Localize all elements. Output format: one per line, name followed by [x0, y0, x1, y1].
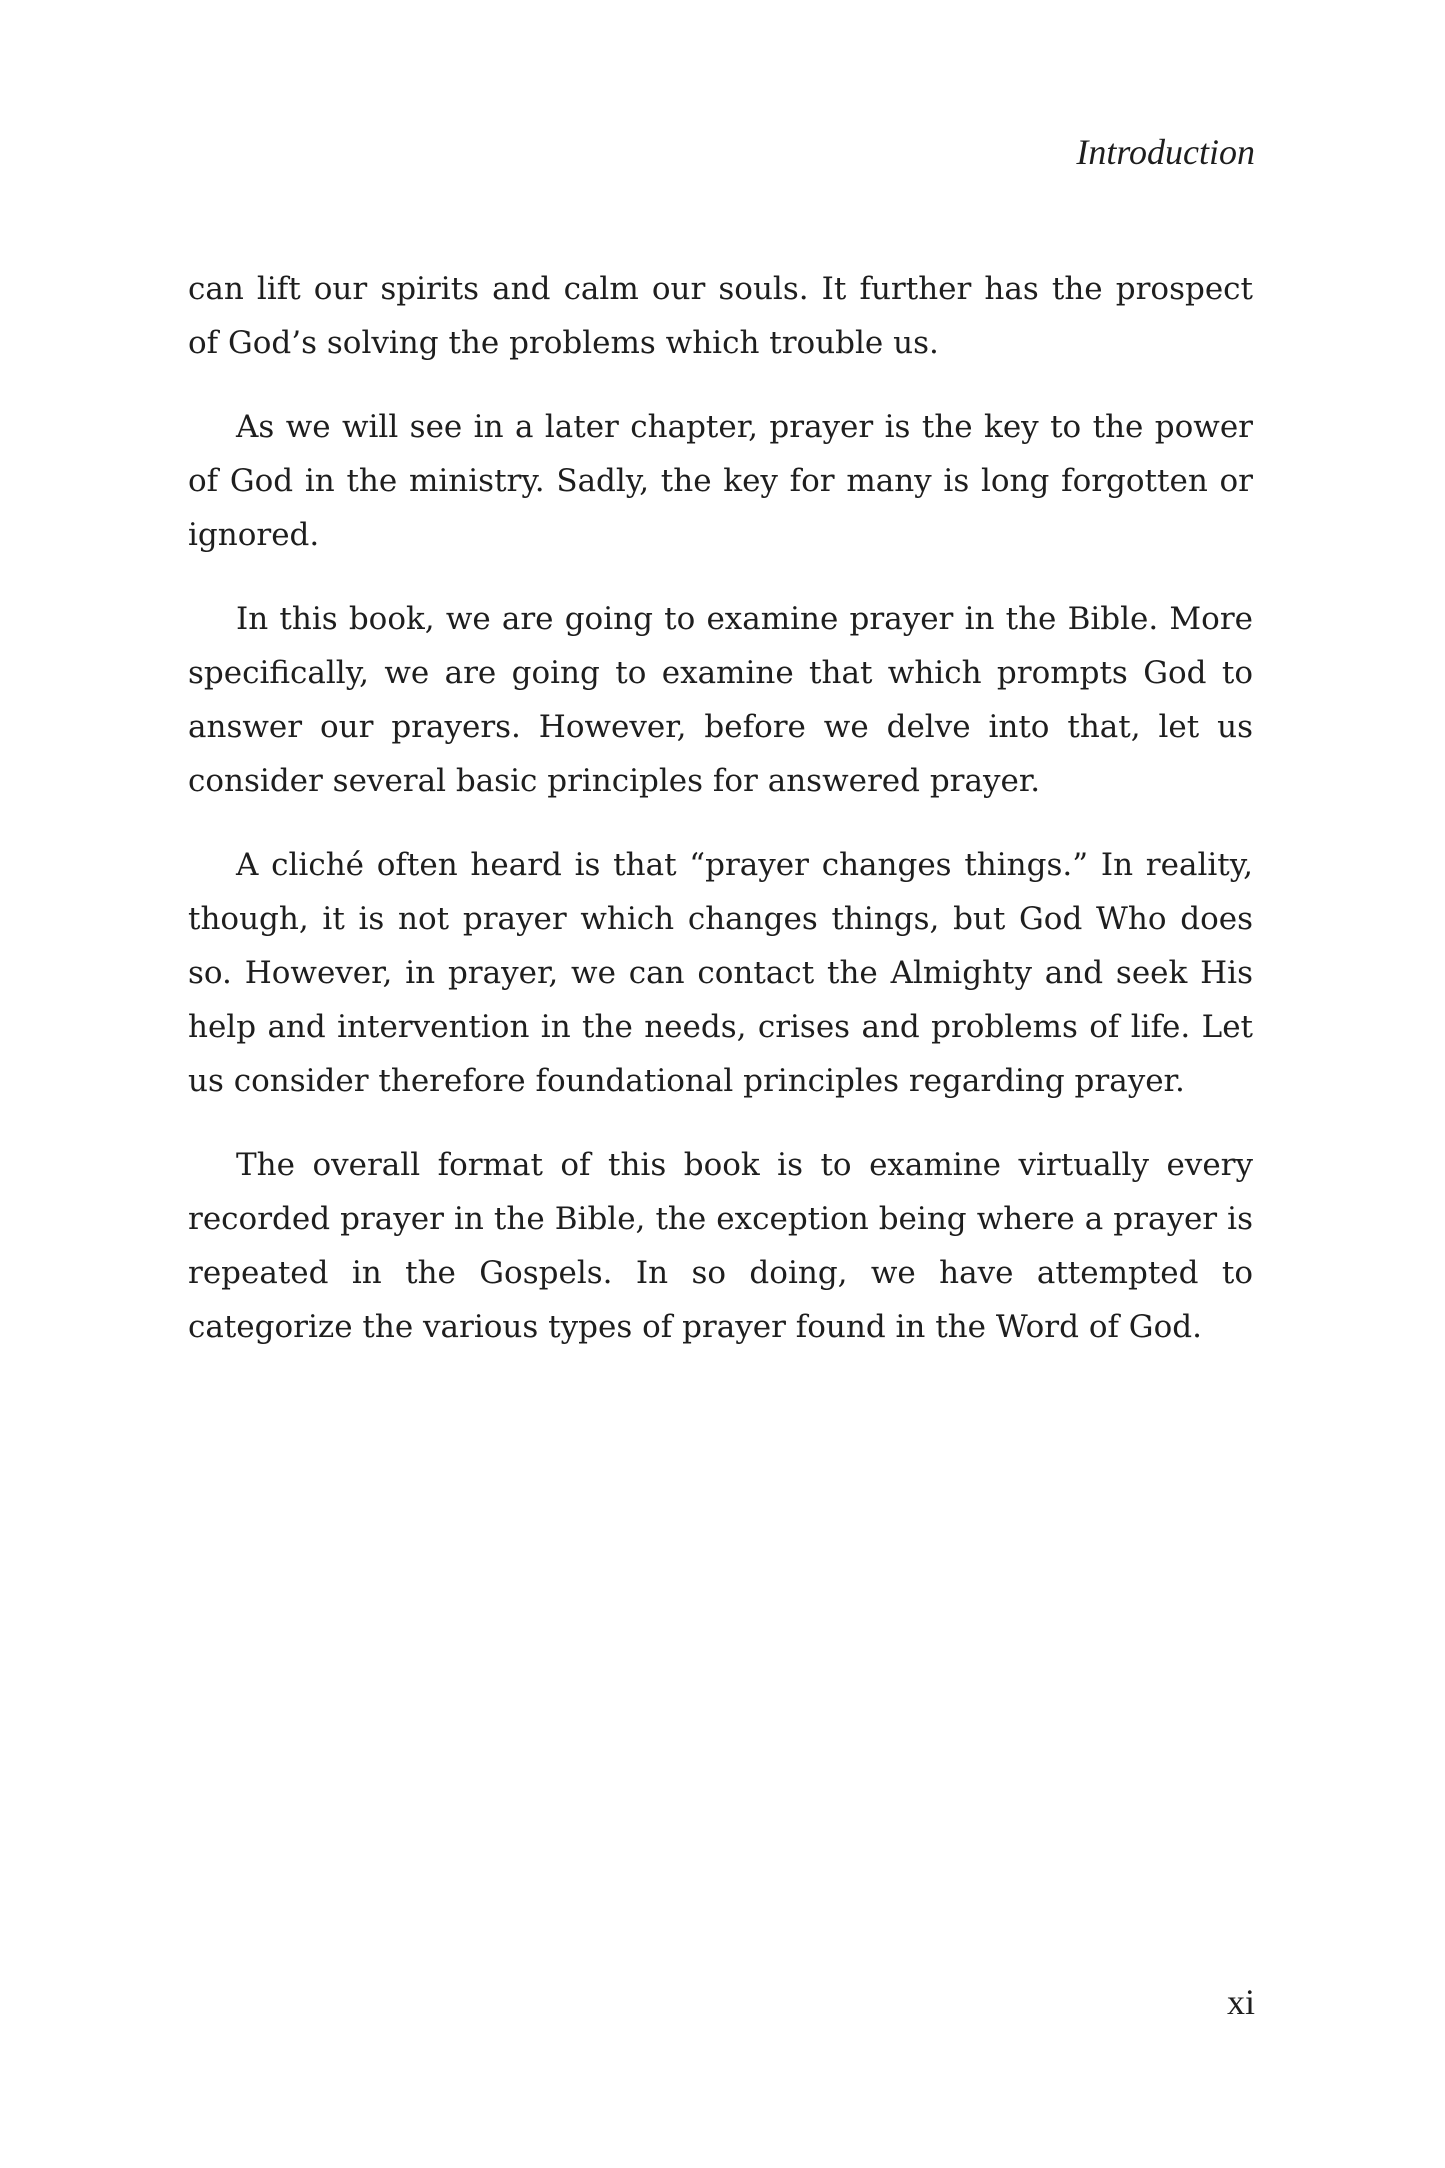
paragraph-continued: can lift our spirits and calm our souls. It further has the prospect of God’s solving the problems which trouble us. [188, 271, 1253, 361]
running-header: Introduction [1076, 132, 1255, 172]
body-text [188, 262, 1253, 1384]
page-number: xi [1226, 1982, 1255, 2022]
paragraph: The overall format of this book is to examine virtually every recorded prayer in the Bible, the exception being where a prayer is repeated in the Gospels. In so doing, we have attempted to categorize the various types of prayer found in the Word of God. [188, 1147, 1253, 1345]
paragraph: In this book, we are going to examine prayer in the Bible. More specifically, we are going to examine that which prompts God to answer our prayers. However, before we delve into that, let us consider several basic principles for answered prayer. [188, 601, 1253, 799]
paragraph: As we will see in a later chapter, prayer is the key to the power of God in the ministry. Sadly, the key for many is long forgotten or ignored. [188, 409, 1253, 553]
paragraph: A cliché often heard is that “prayer changes things.” In reality, though, it is not prayer which changes things, but God Who does so. However, in prayer, we can contact the Almighty and seek His help and intervention in the needs, crises and problems of life. Let us consider therefore foundational principles regarding prayer. [188, 847, 1253, 1099]
